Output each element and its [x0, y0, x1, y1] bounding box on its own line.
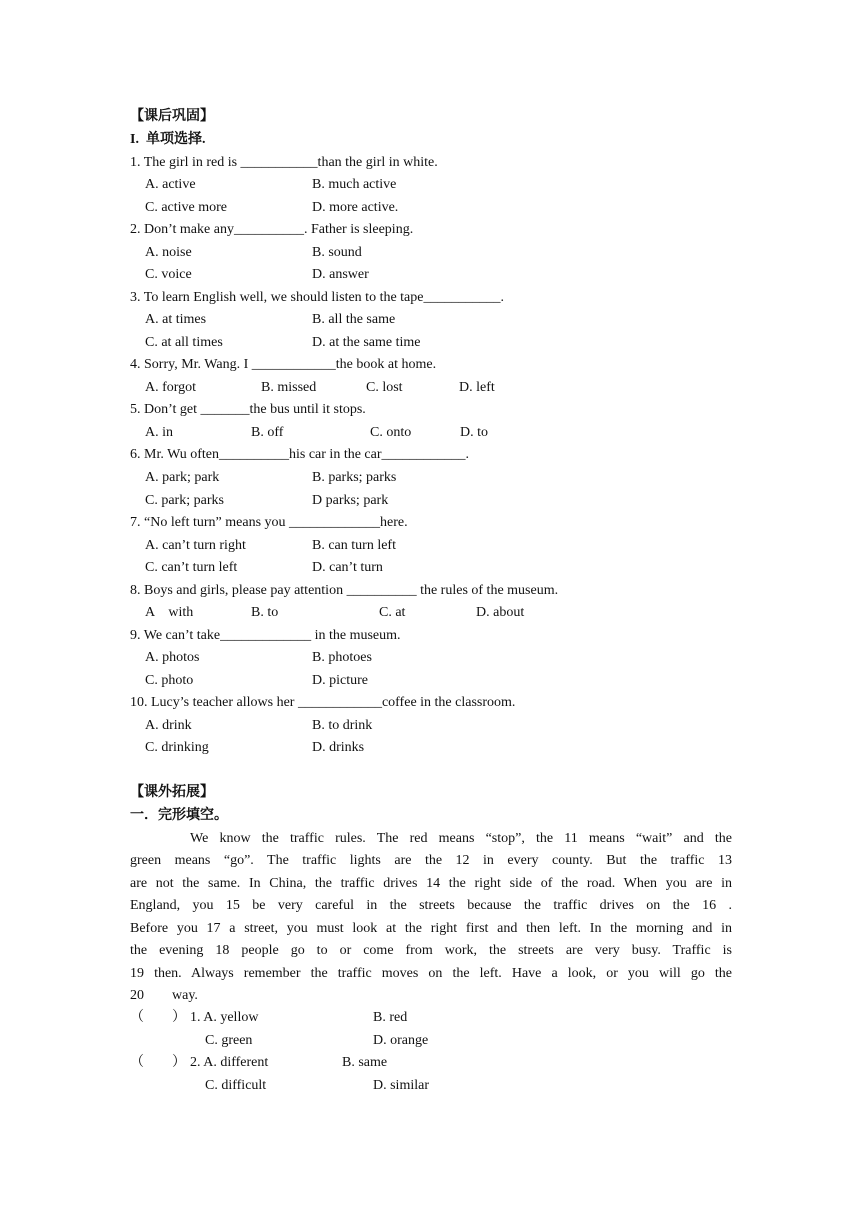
cloze-item-1-option-d: D. orange — [373, 1033, 429, 1048]
cloze-item-2-option-a: 2. A. different — [190, 1055, 269, 1070]
question-4-option-a: A. forgot — [145, 380, 197, 395]
question-stem-1: 1. The girl in red is ___________than the girl in white. — [130, 155, 438, 170]
question-8-option-c: C. at — [379, 605, 406, 620]
question-8-option-a: A with — [145, 605, 194, 620]
question-6-option-a: A. park; park — [145, 470, 220, 485]
question-9-option-c: C. photo — [145, 673, 194, 688]
question-stem-9: 9. We can’t take_____________ in the museum. — [130, 628, 401, 643]
question-7-option-d: D. can’t turn — [312, 560, 383, 575]
question-1-option-b: B. much active — [312, 177, 397, 192]
passage-line: are not the same. In China, the traffic drives 14 the right side of the road. When you are in — [130, 876, 732, 891]
passage-line: 20 way. — [130, 988, 198, 1003]
question-3-option-d: D. at the same time — [312, 335, 421, 350]
question-9-option-b: B. photoes — [312, 650, 372, 665]
question-2-option-b: B. sound — [312, 245, 362, 260]
question-4-option-b: B. missed — [261, 380, 317, 395]
question-3-option-b: B. all the same — [312, 312, 396, 327]
cloze-item-1-option-b: B. red — [373, 1010, 408, 1025]
question-5-option-b: B. off — [251, 425, 284, 440]
section-header-extension: 【课外拓展】 — [130, 785, 214, 800]
question-6-option-d: D parks; park — [312, 493, 389, 508]
question-stem-10: 10. Lucy’s teacher allows her ____________coffee in the classroom. — [130, 695, 516, 710]
question-10-option-a: A. drink — [145, 718, 192, 733]
question-stem-4: 4. Sorry, Mr. Wang. I ____________the book at home. — [130, 357, 437, 372]
cloze-item-2-option-b: B. same — [342, 1055, 388, 1070]
question-stem-5: 5. Don’t get _______the bus until it stops. — [130, 402, 366, 417]
question-2-option-c: C. voice — [145, 267, 192, 282]
question-6-option-c: C. park; parks — [145, 493, 224, 508]
part-title-single-choice: I. 单项选择. — [130, 132, 206, 147]
question-10-option-d: D. drinks — [312, 740, 365, 755]
question-4-option-d: D. left — [459, 380, 495, 395]
passage-line: We know the traffic rules. The red means “stop”, the 11 means “wait” and the — [190, 831, 732, 846]
question-5-option-d: D. to — [460, 425, 488, 440]
question-1-option-c: C. active more — [145, 200, 228, 215]
passage-line: the evening 18 people go to or come from work, the streets are very busy. Traffic is — [130, 943, 732, 958]
passage-line: England, you 15 be very careful in the streets because the traffic drives on the 16 . — [130, 898, 732, 913]
question-2-option-d: D. answer — [312, 267, 369, 282]
question-2-option-a: A. noise — [145, 245, 192, 260]
passage-line: Before you 17 a street, you must look at the right first and then left. In the morning and in — [130, 921, 732, 936]
question-stem-2: 2. Don’t make any__________. Father is sleeping. — [130, 222, 414, 237]
part-title-cloze: 一．完形填空。 — [130, 808, 228, 823]
cloze-item-1-option-a: 1. A. yellow — [190, 1010, 259, 1025]
question-9-option-d: D. picture — [312, 673, 368, 688]
passage-line: 19 then. Always remember the traffic moves on the left. Have a look, or you will go the — [130, 966, 732, 981]
answer-blank: （ ） — [130, 1010, 186, 1025]
question-stem-8: 8. Boys and girls, please pay attention __________ the rules of the museum. — [130, 583, 559, 598]
passage-line: green means “go”. The traffic lights are the 12 in every county. But the traffic 13 — [130, 853, 732, 868]
cloze-item-2-option-c: C. difficult — [205, 1078, 267, 1093]
question-8-option-d: D. about — [476, 605, 525, 620]
question-10-option-b: B. to drink — [312, 718, 373, 733]
cloze-item-2-option-d: D. similar — [373, 1078, 429, 1093]
section-header-after-class: 【课后巩固】 — [130, 109, 214, 124]
cloze-item-1-option-c: C. green — [205, 1033, 253, 1048]
question-7-option-c: C. can’t turn left — [145, 560, 238, 575]
question-5-option-c: C. onto — [370, 425, 412, 440]
question-4-option-c: C. lost — [366, 380, 403, 395]
question-1-option-d: D. more active. — [312, 200, 399, 215]
question-3-option-a: A. at times — [145, 312, 207, 327]
question-5-option-a: A. in — [145, 425, 173, 440]
question-1-option-a: A. active — [145, 177, 196, 192]
question-stem-7: 7. “No left turn” means you _____________here. — [130, 515, 408, 530]
question-7-option-a: A. can’t turn right — [145, 538, 246, 553]
question-6-option-b: B. parks; parks — [312, 470, 397, 485]
question-7-option-b: B. can turn left — [312, 538, 396, 553]
question-10-option-c: C. drinking — [145, 740, 209, 755]
answer-blank: （ ） — [130, 1055, 186, 1070]
question-3-option-c: C. at all times — [145, 335, 223, 350]
question-stem-3: 3. To learn English well, we should listen to the tape___________. — [130, 290, 504, 305]
question-8-option-b: B. to — [251, 605, 279, 620]
question-stem-6: 6. Mr. Wu often__________his car in the car____________. — [130, 447, 470, 462]
question-9-option-a: A. photos — [145, 650, 200, 665]
